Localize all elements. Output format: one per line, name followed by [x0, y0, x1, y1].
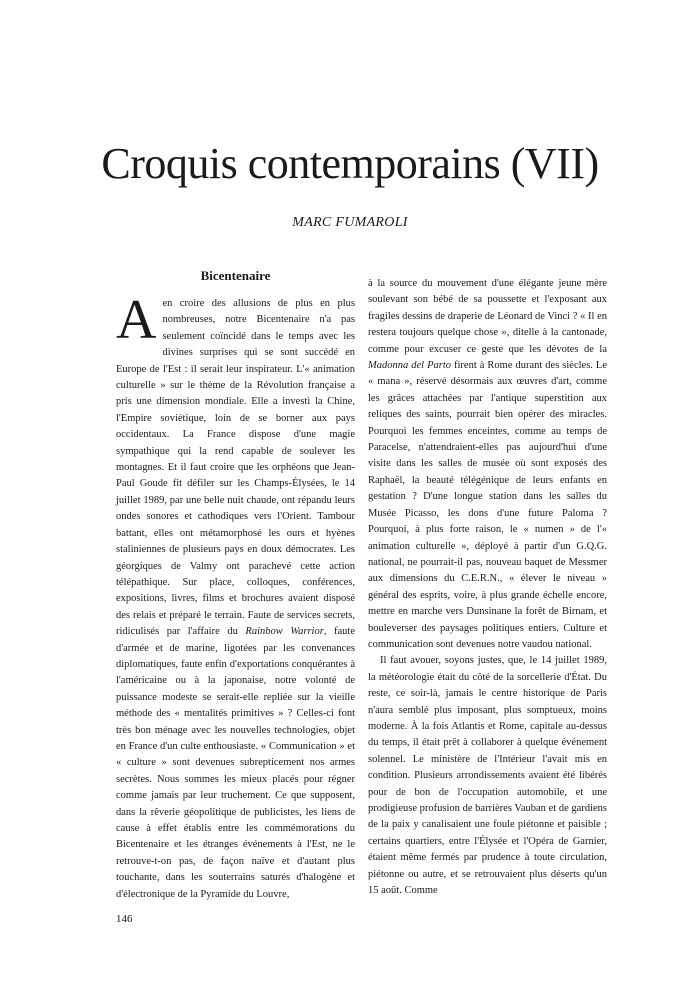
paragraph [368, 276, 607, 653]
article-title: Croquis contemporains (VII) [101, 139, 599, 188]
paragraph-text: à la source du mouvement d'une élégante jeune mère soulevant son bébé de sa poussette et l'exposant aux fragiles dessins de draperie de Léonard de Vinci ? « Il en restera toujours quelque chose », ditelle à la cantonade, comme pour excuser ce geste que les dévotes de la [368, 278, 607, 355]
paragraph [116, 289, 356, 903]
drop-cap: A [116, 289, 157, 351]
section-heading: Bicentenaire [200, 268, 271, 283]
paragraph-text: , faute d'armée et de marine, ligotées par les convenances diplomatiques, faute enfin d'exportations conquérantes à l'américaine ou à la japonaise, notre volonté de puissance modeste se serait-elle repliée sur la vieille méthode des « mentalités primitives » ? Celles-ci font très bon ménage avec les nouvelles technologies, objet en France d'un culte enthousiaste. « Communication » et « culture » sont devenues subrepticement nos armes secrètes. Nous sommes les mieux placés pour régner comme jamais par leur truchement. Ce que supposent, dans la rêverie géopolitique de publicistes, les liens de cause à effet établis entre les commémorations du Bicentenaire et les étranges événements à l'Est, ne le retrouve-t-on pas, de façon naïve et d'autant plus touchante, dans les souterrains saturés d'halogène et d'électronique de la Pyramide du Louvre, [116, 626, 356, 900]
paragraph: Il faut avouer, soyons justes, que, le 14 juillet 1989, la météorologie était du côté de la sorcellerie d'État. Du reste, ce soir-là, jamais le centre historique de Paris n'aura semblé plus imposant, plus somptueux, moins moderne. À la fois Atlantis et Rome, capitale au-dessus du temps, il était prêt à collaborer à quelque événement solennel. Le ministère de l'Intérieur l'avait mis en condition. Plusieurs arrondissements avaient été libérés pour de bon de l'occupation automobile, et une prodigieuse profusion de barrières Vauban et de gardiens de la paix y canalisaient une foule piétonne et paisible ; certains quartiers, entre l'Élysée et l'Opéra de Garnier, étaient même fermés par prudence à toute circulation, piétonne ou autre, et se retrouvaient plus déserts qu'un 15 août. Comme [368, 655, 607, 897]
text-column-left [116, 268, 355, 903]
italic-title: Rainbow Warrior [245, 626, 324, 638]
paragraph-text: en croire des allusions de plus en plus nombreuses, notre Bicentenaire n'a pas seulement coïncidé dans le temps avec les divines surprises qui se sont succédé en Europe de l'Est : il serait leur inspirateur. L'« animation culturelle » sur le thème de la Révolution française a pris une dimension mondiale. Elle a investi la Chine, l'Empire soviétique, loin de se borner aux pays occidentaux. La France dispose d'une magie sympathique qui la rend capable de soulever les montagnes. Et il faut croire que les orphéons que Jean-Paul Goude fit défiler sur les Champs-Élysées, le 14 juillet 1989, par une belle nuit chaude, ont répandu leurs ondes sonores et cathodiques vers l'Orient. Tambour battant, elles ont métamorphosé les ours et hyènes staliniennes de plusieurs pays en doux démocrates. Les géorgiques de Valmy ont parachevé cette action télépathique. Sur place, colloques, conférences, expositions, livres, films et brochures avaient disposé des relais et préparé le terrain. Faute de services secrets, ridiculisés par l'affaire du [116, 298, 355, 638]
text-column-right [368, 276, 607, 899]
paragraph-text: firent à Rome durant des siècles. Le « mana », réservé désormais aux œuvres d'art, comme les grâces attachées par l'antique superstition aux reliques des saints, pourrait bien opérer des miracles. Pourquoi les femmes enceintes, comme au temps de Paracelse, n'attendraient-elles pas aujourd'hui d'une visite dans les salles de musée où sont exposés des Raphaël, la beauté télégénique de leurs enfants en gestation ? D'une longue station dans les salles du Musée Picasso, les dons d'une future Paloma ? Pourquoi, à plus forte raison, le « numen » de l'« animation culturelle », déployé à partir d'un G.Q.G. national, ne pourrait-il pas, nouveau baquet de Messmer aux dimensions du C.E.R.N., « élever le niveau » général des esprits, voire, à plus grande échelle encore, mettre en marche vers Dunsinane la forêt de Birnam, et bouleverser des paysages politiques entiers. Culture et communication sont devenues notre vaudou national. [368, 360, 607, 650]
page-number: 146 [116, 913, 133, 925]
article-author: MARC FUMAROLI [292, 215, 408, 230]
italic-title: Madonna del Parto [368, 360, 451, 372]
